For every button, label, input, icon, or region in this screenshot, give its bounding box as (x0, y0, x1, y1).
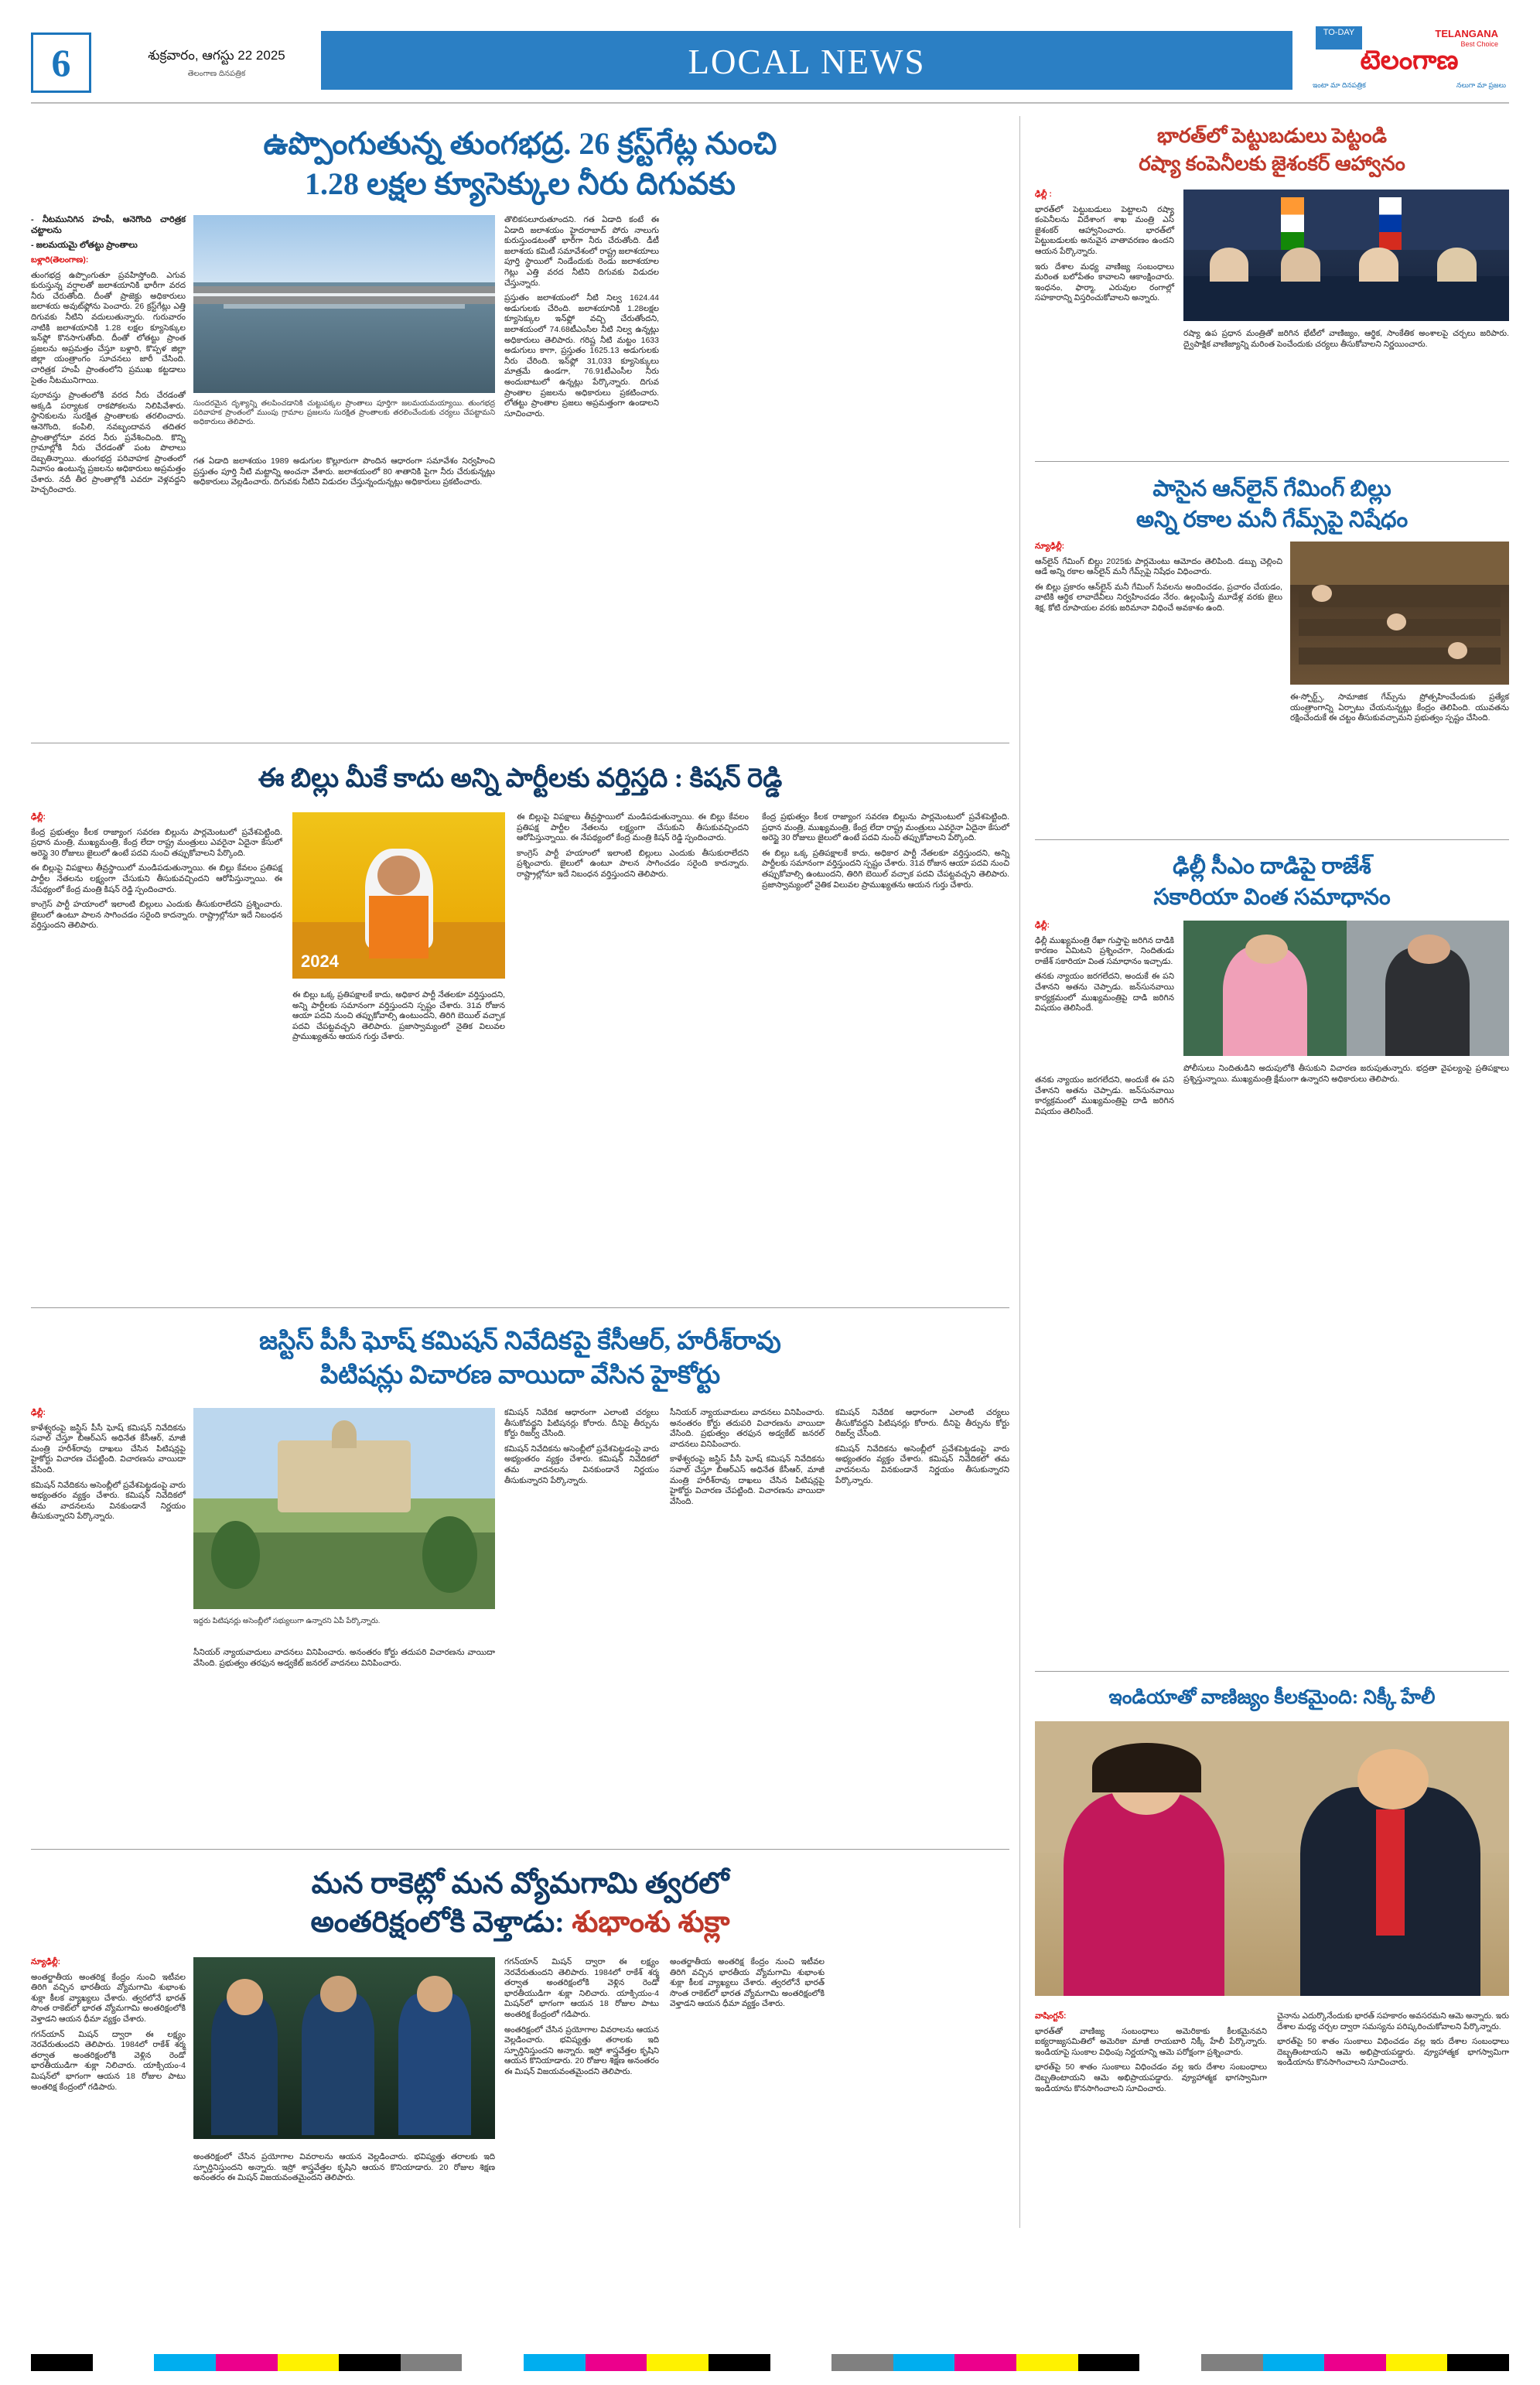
delhi-cm-photo (1183, 921, 1509, 1056)
hc-col2 (193, 1648, 495, 1673)
hc-body1b: కాళేశ్వరంపై జస్టిస్ పీసీ ఘోష్ కమిషన్ నివేదికను సవాల్ చేస్తూ బీఆర్ఎస్ అధినేత కేసీఆర్, మాజీ మంత్రి హరీశ్‌రావు దాఖలు చేసిన పిటిషన్లపై హైకోర్టు విచారణ చేపట్టింది. విచారణను వాయిదా వేసింది. (670, 1454, 825, 1506)
hc-col4 (670, 1408, 825, 1512)
delhi-cm-body1: ఢిల్లీ ముఖ్యమంత్రి రేఖా గుప్తాపై జరిగిన దాడికి కారణం ఏమిటని ప్రశ్నించగా, నిందితుడు రాజేశ్ సకారియా వింత సమాధానం ఇచ్చాడు. (1035, 935, 1174, 966)
kishan-body3: ఈ బిల్లు ఒక్క ప్రతిపక్షాలకే కాదు, అధికార పార్టీ నేతలకూ వర్తిస్తుందని, అన్ని పార్టీలకు సమానంగా వర్తిస్తుందని స్పష్టం చేశారు. 31వ రోజున ఆయా పదవి నుంచి తప్పుకోవాల్సి ఉంటుందని, తిరిగి బెయిల్ వచ్చాక పదవి చేపట్టవచ్చని తెలిపారు. ప్రజాస్వామ్యంలో నైతిక విలువల ప్రాముఖ్యతను ఆయన గుర్తు చేశారు. (292, 990, 505, 1042)
logo-tagline (1313, 81, 1506, 91)
kishan-body4b: కాంగ్రెస్ పార్టీ హయాంలో ఇలాంటి బిల్లులు ఎందుకు తీసుకురాలేదని ప్రశ్నించారు. జైలులో ఉంటూ పాలన సాగించడం సరైంది కాదన్నారు. రాష్ట్రాల్లోనూ ఇదే నిబంధన వర్తిస్తుందని తెలిపారు. (517, 848, 749, 879)
jaishankar-photo (1183, 190, 1509, 321)
jaishankar-body3: రష్యా ఉప ప్రధాన మంత్రితో జరిగిన భేటీలో వాణిజ్యం, ఆర్థిక, సాంకేతిక అంశాలపై చర్చలు జరిపారు. ద్వైపాక్షిక వాణిజ్యాన్ని మరింత పెంచేందుకు చర్యలు తీసుకోవాలని నిర్ణయించారు. (1183, 329, 1509, 349)
haley-dateline: వాషింగ్టన్: (1035, 2011, 1067, 2021)
rocket-body3b: అంతరిక్షంలో చేసిన ప్రయోగాల వివరాలను ఆయన వెల్లడించారు. భవిష్యత్తు తరాలకు ఇది స్ఫూర్తినిస్తుందని అన్నారు. ఇస్రో శాస్త్రవేత్తల కృషిని ఆయన కొనియాడారు. 20 రోజుల శిక్షణ అనంతరం ఈ మిషన్ విజయవంతమైందని తెలిపారు. (504, 2025, 659, 2076)
hc-body2c: కమిషన్ నివేదికను అసెంబ్లీలో ప్రవేశపెట్టడంపై వారు అభ్యంతరం వ్యక్తం చేశారు. కమిషన్ నివేదికలో తమ వాదనలను వినకుండానే నిర్ణయం తీసుకున్నారని పేర్కొన్నారు. (835, 1444, 1009, 1485)
rocket-dateline: న్యూఢిల్లీ: (31, 1957, 61, 1966)
rocket-col2 (193, 2152, 495, 2189)
kishan-body3b: ఈ బిల్లు ఒక్క ప్రతిపక్షాలకే కాదు, అధికార పార్టీ నేతలకూ వర్తిస్తుందని, అన్ని పార్టీలకు సమానంగా వర్తిస్తుందని స్పష్టం చేశారు. 31వ రోజున ఆయా పదవి నుంచి తప్పుకోవాల్సి ఉంటుందని, తిరిగి బెయిల్ వచ్చాక పదవి చేపట్టవచ్చని తెలిపారు. ప్రజాస్వామ్యంలో నైతిక విలువల ప్రాముఖ్యతను ఆయన గుర్తు చేశారు. (762, 848, 1009, 890)
article2-sep (31, 1307, 1009, 1308)
jaishankar-headline: భారత్‌లో పెట్టుబడులు పెట్టండి రష్యా కంపెనీలకు జైశంకర్ ఆహ్వానం (1139, 125, 1405, 175)
kishan-col3 (517, 812, 749, 885)
tungabhadra-col1 (31, 255, 186, 501)
color-registration-bar (31, 2354, 1509, 2371)
jaishankar-body1: భారత్‌లో పెట్టుబడులు పెట్టాలని రష్యా కంపెనీలను విదేశాంగ శాఖ మంత్రి ఎస్ జైశంకర్ ఆహ్వానించారు. భారత్‌లో పెట్టుబడులకు అనువైన వాతావరణం ఉందని ఆయన పేర్కొన్నారు. (1035, 204, 1174, 256)
gaming-body3: ఈ-స్పోర్ట్స్, సామాజిక గేమ్స్‌ను ప్రోత్సహించేందుకు ప్రత్యేక యంత్రాంగాన్ని ఏర్పాటు చేయనున్నట్లు కేంద్రం తెలిపింది. యువతను రక్షించేందుకే ఈ చట్టం తీసుకువచ్చామని ప్రభుత్వం స్పష్టం చేసింది. (1290, 692, 1509, 723)
hc-body4: కమిషన్ నివేదిక ఆధారంగా ఎలాంటి చర్యలు తీసుకోవద్దని పిటిషనర్లు కోరారు. దీనిపై తీర్పును కోర్టు రిజర్వ్ చేసింది. (504, 1408, 659, 1439)
jaishankar-col1 (1035, 190, 1174, 309)
gaming-dateline: న్యూఢిల్లీ: (1035, 542, 1065, 551)
tungabhadra-body1: తుంగభద్ర ఉప్పొంగుతూ ప్రవహిస్తోంది. ఎగువ కురుస్తున్న వర్షాలతో జలాశయానికి భారీగా వరద నీరు చేరుతోంది. దీంతో ప్రాజెక్టు అధికారులు జలాశయ అవుట్‌ఫ్లోను పెంచారు. 26 క్రస్ట్‌గేట్లు ఎత్తి దిగువకు నీటిని వదులుతున్నారు. గురువారం నాటికి జలాశయానికి 1.28 లక్షల క్యూసెక్కుల ఇన్‌ఫ్లో కొనసాగుతోంది. దీంతో లోతట్టు ప్రాంత ప్రజలను అప్రమత్తం చేస్తూ బళ్లారి, కొప్పళ జిల్లా జిల్లా యంత్రాంగం సూచనలు జారీ చేసింది. చారిత్రక హంపీ ప్రాంతంలోని ప్రముఖ కట్టడాలు సైతం నీటమునిగాయి. (31, 270, 186, 385)
gaming-headline: పాసైన ఆన్‌లైన్ గేమింగ్ బిల్లు అన్ని రకాల మనీ గేమ్స్‌పై నిషేధం (1135, 477, 1409, 532)
hc-col3 (504, 1408, 659, 1491)
gaming-body1: ఆన్‌లైన్ గేమింగ్ బిల్లు 2025కు పార్లమెంటు ఆమోదం తెలిపింది. డబ్బు చెల్లించి ఆడే అన్ని రకాల ఆన్‌లైన్ మనీ గేమ్స్‌పై నిషేధం విధించారు. (1035, 556, 1282, 577)
section-title: LOCAL NEWS (688, 43, 926, 81)
delhi-cm-body3: పోలీసులు నిందితుడిని అదుపులోకి తీసుకుని విచారణ జరుపుతున్నారు. భద్రతా వైఫల్యంపై ప్రతిపక్షాలు ప్రశ్నిస్తున్నాయి. ముఖ్యమంత్రి క్షేమంగా ఉన్నారని అధికారులు తెలిపారు. (1183, 1064, 1509, 1084)
hc-headline: జస్టిస్ పీసీ ఘోష్ కమిషన్ నివేదికపై కేసీఆర్, హరీశ్‌రావు పిటిషన్లు విచారణ వాయిదా వేసిన హైకోర్టు (259, 1327, 781, 1389)
gaming-col1 (1035, 542, 1282, 619)
right-sep-1 (1035, 461, 1509, 462)
rocket-col3 (504, 1957, 659, 2083)
tungabhadra-body3b: గత ఏడాది జలాశయం 1989 అడుగుల కొల్లూరుగా పొందిన ఆధారంగా సమావేశం నిర్వహించి ప్రస్తుతం పూర్తి నీటి మట్టాన్ని అంచనా వేశారు. జలాశయంలో 80 శాతానికి పైగా నీరు చేరుకున్నట్లు అధికారులు వెల్లడించారు. దిగువకు నీటిని విడుదల చేస్తున్నందున్నట్లు అధికారులు ప్రకటించారు. (193, 456, 495, 487)
tungabhadra-dateline: బళ్లారి(తెలంగాణ): (31, 255, 89, 265)
haley-headline: ఇండియాతో వాణిజ్యం కీలకమైంది: నిక్కీ హేలీ (1108, 1687, 1436, 1708)
column-divider (1019, 116, 1020, 2228)
masthead-rule (31, 102, 1509, 104)
delhi-cm-col3 (1035, 1075, 1174, 1122)
haley-col2 (1277, 2011, 1509, 2073)
rocket-body3: అంతరిక్షంలో చేసిన ప్రయోగాల వివరాలను ఆయన వెల్లడించారు. భవిష్యత్తు తరాలకు ఇది స్ఫూర్తినిస్తుందని అన్నారు. ఇస్రో శాస్త్రవేత్తల కృషిని ఆయన కొనియాడారు. 20 రోజుల శిక్షణ అనంతరం ఈ మిషన్ విజయవంతమైందని తెలిపారు. (193, 2152, 495, 2183)
rocket-body2b: గగన్‌యాన్ మిషన్ ద్వారా ఈ లక్ష్యం నెరవేరుతుందని తెలిపారు. 1984లో రాకేశ్ శర్మ తర్వాత అంతరిక్షంలోకి వెళ్లిన రెండో భారతీయుడిగా శుక్లా నిలిచారు. యాక్సియం-4 మిషన్‌లో భాగంగా ఆయన 18 రోజుల పాటు అంతరిక్ష కేంద్రంలో గడిపారు. (504, 1957, 659, 2019)
tungabhadra-headline: ఉప్పొంగుతున్న తుంగభద్ర. 26 క్రస్ట్‌గేట్ల నుంచి 1.28 లక్షల క్యూసెక్కుల నీరు దిగువకు (263, 126, 777, 201)
haley-body2b: భారత్‌పై 50 శాతం సుంకాలు విధించడం వల్ల ఇరు దేశాల సంబంధాలు దెబ్బతింటాయని ఆమె అభిప్రాయపడ్డారు. వ్యూహాత్మక భాగస్వామిగా ఇండియాను కొనసాగించాలని సూచించారు. (1277, 2037, 1509, 2068)
hc-photo-caption: ఇద్దరు పిటిషనర్లు అసెంబ్లీలో సభ్యులుగా ఉన్నారని ఏపీ పేర్కొన్నారు. (193, 1617, 381, 1625)
article3-sep (31, 1849, 1009, 1850)
rocket-col1 (31, 1957, 186, 2097)
tungabhadra-body3: తొలికసలూరుతూందని. గత ఏడాది కంటే ఈ ఏడాది జలాశయం హైదరాబాద్ పోరు నాలుగు కురుస్తుండటంతో భారీగా నీరు చేరుతోంది. డీటీ జలాశయ కమిటీ సమావేశంలో రాష్ట్ర జలాశయాలు పూర్తి స్థాయిలో నిండేందుకు రెండు జలాశయాల గెట్లు ఎత్తి వరద నీటిని దిగువకు విడుదల చేస్తున్నారు. (504, 215, 659, 288)
delhi-cm-col2 (1183, 1064, 1509, 1089)
hc-col1 (31, 1408, 186, 1527)
logo-telangana-sub: Best Choice (1460, 40, 1498, 48)
kishan-body4: కాంగ్రెస్ పార్టీ హయాంలో ఇలాంటి బిల్లులు ఎందుకు తీసుకురాలేదని ప్రశ్నించారు. జైలులో ఉంటూ పాలన సాగించడం సరైంది కాదన్నారు. రాష్ట్రాల్లోనూ ఇదే నిబంధన వర్తిస్తుందని తెలిపారు. (31, 900, 282, 931)
tungabhadra-body2: పురావస్తు ప్రాంతంలోకి వరద నీరు చేరడంతో అక్కడి పర్యాటక రాకపోకలను నిలిపివేశారు. స్థానికులను సురక్షిత ప్రాంతాలకు తరలించారు. ఆనెగొంది, కంపిలి, నవబృందావన తదితర ప్రాంతాల్లోనూ వరద నీరు ప్రవేశించింది. కొన్ని గ్రామాల్లోకి నీరు చేరడంతో పంట పొలాలు దెబ్బతిన్నాయి. తుంగభద్ర పరివాహక ప్రాంతంలో నివాసం ఉంటున్న ప్రజలను అధికారులు అప్రమత్తం చేశారు. నదీ తీర ప్రాంతాల్లోకి ఎవరూ వెళ్లవద్దని హెచ్చరించారు. (31, 391, 186, 495)
logo-top-badge: TO-DAY (1316, 26, 1362, 50)
kishan-col1 (31, 812, 282, 936)
rocket-body1b: అంతర్జాతీయ అంతరిక్ష కేంద్రం నుంచి ఇటీవల తిరిగి వచ్చిన భారతీయ వ్యోమగామి శుభాంశు శుక్లా కీలక వ్యాఖ్యలు చేశారు. త్వరలోనే భారత్ సొంత రాకెట్‌లో భారత వ్యోమగామి అంతరిక్షంలోకి వెళ్తాడని ఆయన ధీమా వ్యక్తం చేశారు. (670, 1957, 825, 2009)
gaming-body2: ఈ బిల్లు ప్రకారం ఆన్‌లైన్ మనీ గేమింగ్ సేవలను అందించడం, ప్రచారం చేయడం, వాటికి ఆర్థిక లావాదేవీలు నిర్వహించడం నేరం. ఉల్లంఘిస్తే మూడేళ్ల వరకు జైలు శిక్ష, కోటి రూపాయల వరకు జరిమానా విధించే అవకాశం ఉంది. (1035, 582, 1282, 613)
kishan-body2b: ఈ బిల్లుపై విపక్షాలు తీవ్రస్థాయిలో మండిపడుతున్నాయి. ఈ బిల్లు కేవలం ప్రతిపక్ష పార్టీల నేతలను లక్ష్యంగా చేసుకుని తీసుకువచ్చిందని ఆరోపిస్తున్నాయి. ఈ నేపథ్యంలో కేంద్ర మంత్రి కిషన్ రెడ్డి స్పందించారు. (517, 812, 749, 843)
tungabhadra-photo (193, 215, 495, 393)
gaming-photo (1290, 542, 1509, 685)
tungabhadra-photo-caption: సుందరమైన దృశ్యాన్ని తలపించడానికి చుట్టుపక్కల ప్రాంతాలు పూర్తిగా జలమయమయ్యాయి. తుంగభద్ర పరివాహక ప్రాంతంలో ముంపు గ్రామాల ప్రజలను సురక్షిత ప్రాంతాలకు తరలించేందుకు చర్యలు చేపట్టామని అధికారులు తెలిపారు. (193, 399, 495, 426)
haley-body3: చైనాను ఎదుర్కొనేందుకు భారత్ సహకారం అవసరమని ఆమె అన్నారు. ఇరు దేశాల మధ్య చర్చల ద్వారా సమస్యను పరిష్కరించుకోవాలని పేర్కొన్నారు. (1277, 2011, 1509, 2031)
jaishankar-col2 (1183, 329, 1509, 354)
kishan-col2 (292, 990, 505, 1047)
haley-body1: భారత్‌తో వాణిజ్య సంబంధాలు అమెరికాకు కీలకమైనవని ఐక్యరాజ్యసమితిలో అమెరికా మాజీ రాయబారి నిక్కీ హేలీ పేర్కొన్నారు. ఇండియాపై సుంకాల విధింపు నిర్ణయాన్ని ఆమె పరోక్షంగా ప్రశ్నించారు. (1035, 2026, 1267, 2057)
hc-body2b: కమిషన్ నివేదికను అసెంబ్లీలో ప్రవేశపెట్టడంపై వారు అభ్యంతరం వ్యక్తం చేశారు. కమిషన్ నివేదికలో తమ వాదనలను వినకుండానే నిర్ణయం తీసుకున్నారని పేర్కొన్నారు. (504, 1444, 659, 1485)
logo-telangana: TELANGANA (1435, 28, 1498, 39)
logo-tag-left: ఇంటా మా దినపత్రిక (1313, 81, 1366, 89)
gaming-col2 (1290, 692, 1509, 729)
rocket-headline-2a: అంతరిక్షంలోకి వెళ్తాడు: (310, 1906, 572, 1939)
kishan-body1: కేంద్ర ప్రభుత్వం కీలక రాజ్యాంగ సవరణ బిల్లును పార్లమెంటులో ప్రవేశపెట్టింది. ప్రధాన మంత్రి, ముఖ్యమంత్రి, కేంద్ర లేదా రాష్ట్ర మంత్రులు ఎవరైనా ఏదైనా కేసులో అరెస్టై 30 రోజులు జైలులో ఉంటే పదవి నుంచి తప్పుకోవాలని పేర్కొంది. (31, 827, 282, 858)
logo-name: టెలంగాణ (1360, 46, 1459, 75)
rocket-photo (193, 1957, 495, 2139)
tungabhadra-col3 (504, 215, 659, 424)
hc-body3b: సీనియర్ న్యాయవాదులు వాదనలు వినిపించారు. అనంతరం కోర్టు తదుపరి విచారణను వాయిదా వేసింది. ప్రభుత్వం తరఫున అడ్వకేట్ జనరల్ వాదనలు వినిపించారు. (670, 1408, 825, 1449)
rocket-headline-2b: శుభాంశు శుక్లా (572, 1906, 730, 1939)
tungabhadra-kickers: - నీటమునిగిన హంపీ, ఆనెగొంది చారిత్రక చట్టాలను - జలమయమై లోతట్టు ప్రాంతాలు (31, 215, 186, 251)
kishan-body2: ఈ బిల్లుపై విపక్షాలు తీవ్రస్థాయిలో మండిపడుతున్నాయి. ఈ బిల్లు కేవలం ప్రతిపక్ష పార్టీల నేతలను లక్ష్యంగా చేసుకుని తీసుకువచ్చిందని ఆరోపిస్తున్నాయి. ఈ నేపథ్యంలో కేంద్ర మంత్రి కిషన్ రెడ్డి స్పందించారు. (31, 863, 282, 894)
tungabhadra-col2 (193, 456, 495, 493)
dateline-date: శుక్రవారం, ఆగస్టు 22 2025 (148, 48, 285, 63)
rocket-body2: గగన్‌యాన్ మిషన్ ద్వారా ఈ లక్ష్యం నెరవేరుతుందని తెలిపారు. 1984లో రాకేశ్ శర్మ తర్వాత అంతరిక్షంలోకి వెళ్లిన రెండో భారతీయుడిగా శుక్లా నిలిచారు. యాక్సియం-4 మిషన్‌లో భాగంగా ఆయన 18 రోజుల పాటు అంతరిక్ష కేంద్రంలో గడిపారు. (31, 2029, 186, 2092)
kishan-photo: 2024 (292, 812, 505, 979)
logo-tag-right: నలుగా మా ప్రజలు (1456, 81, 1506, 89)
hc-photo (193, 1408, 495, 1609)
jaishankar-dateline: ఢిల్లీ : (1035, 190, 1052, 199)
section-banner (321, 31, 1292, 90)
delhi-cm-col1 (1035, 921, 1174, 1019)
kishan-headline: ఈ బిల్లు మీకే కాదు అన్ని పార్టీలకు వర్తిస్తది : కిషన్ రెడ్డి (258, 764, 783, 793)
delhi-cm-dateline: ఢిల్లీ: (1035, 921, 1050, 930)
page-number: 6 (31, 32, 91, 93)
haley-col1 (1035, 2011, 1267, 2099)
haley-body2: భారత్‌పై 50 శాతం సుంకాలు విధించడం వల్ల ఇరు దేశాల సంబంధాలు దెబ్బతింటాయని ఆమె అభిప్రాయపడ్డారు. వ్యూహాత్మక భాగస్వామిగా ఇండియాను కొనసాగించాలని సూచించారు. (1035, 2062, 1267, 2093)
masthead (31, 28, 1509, 93)
hc-body1: కాళేశ్వరంపై జస్టిస్ పీసీ ఘోష్ కమిషన్ నివేదికను సవాల్ చేస్తూ బీఆర్ఎస్ అధినేత కేసీఆర్, మాజీ మంత్రి హరీశ్‌రావు దాఖలు చేసిన పిటిషన్లపై హైకోర్టు విచారణ చేపట్టింది. విచారణను వాయిదా వేసింది. (31, 1423, 186, 1474)
dateline-sub: తెలంగాణ దినపత్రిక (187, 70, 246, 78)
hc-body3: సీనియర్ న్యాయవాదులు వాదనలు వినిపించారు. అనంతరం కోర్టు తదుపరి విచారణను వాయిదా వేసింది. ప్రభుత్వం తరఫున అడ్వకేట్ జనరల్ వాదనలు వినిపించారు. (193, 1648, 495, 1668)
kishan-dateline: ఢిల్లీ: (31, 812, 46, 822)
hc-dateline: ఢిల్లీ: (31, 1408, 46, 1417)
rocket-body1: అంతర్జాతీయ అంతరిక్ష కేంద్రం నుంచి ఇటీవల తిరిగి వచ్చిన భారతీయ వ్యోమగామి శుభాంశు శుక్లా కీలక వ్యాఖ్యలు చేశారు. త్వరలోనే భారత్ సొంత రాకెట్‌లో భారత వ్యోమగామి అంతరిక్షంలోకి వెళ్తాడని ఆయన ధీమా వ్యక్తం చేశారు. (31, 1972, 186, 2024)
delhi-cm-body2b: తనకు న్యాయం జరగలేదని, అందుకే ఈ పని చేశానని అతను చెప్పాడు. జన్‌సునవాయి కార్యక్రమంలో ముఖ్యమంత్రిపై దాడి జరిగిన విషయం తెలిసిందే. (1035, 1075, 1174, 1116)
hc-body4b: కమిషన్ నివేదిక ఆధారంగా ఎలాంటి చర్యలు తీసుకోవద్దని పిటిషనర్లు కోరారు. దీనిపై తీర్పును కోర్టు రిజర్వ్ చేసింది. (835, 1408, 1009, 1439)
hc-body2: కమిషన్ నివేదికను అసెంబ్లీలో ప్రవేశపెట్టడంపై వారు అభ్యంతరం వ్యక్తం చేశారు. కమిషన్ నివేదికలో తమ వాదనలను వినకుండానే నిర్ణయం తీసుకున్నారని పేర్కొన్నారు. (31, 1480, 186, 1522)
delhi-cm-body2: తనకు న్యాయం జరగలేదని, అందుకే ఈ పని చేశానని అతను చెప్పాడు. జన్‌సునవాయి కార్యక్రమంలో ముఖ్యమంత్రిపై దాడి జరిగిన విషయం తెలిసిందే. (1035, 972, 1174, 1013)
kishan-col4 (762, 812, 1009, 895)
right-sep-3 (1035, 1671, 1509, 1672)
jaishankar-body2: ఇరు దేశాల మధ్య వాణిజ్య సంబంధాలు మరింత బలోపేతం కావాలని ఆకాంక్షించారు. ఇంధనం, ఫార్మా, ఎరువుల రంగాల్లో సహకారాన్ని విస్తరించుకోవాలని అన్నారు. (1035, 261, 1174, 303)
rocket-col4 (670, 1957, 825, 2014)
haley-photo (1035, 1721, 1509, 1996)
hc-col5 (835, 1408, 1009, 1491)
delhi-cm-headline: ఢిల్లీ సీఎం దాడిపై రాజేశ్ సకారియా వింత సమాధానం (1153, 854, 1391, 910)
right-sep-2 (1035, 839, 1509, 840)
rocket-headline: మన రాకెట్లో మన వ్యోమగామి త్వరలో అంతరిక్షంలోకి వెళ్తాడు: శుభాంశు శుక్లా (310, 1867, 730, 1939)
publication-logo (1308, 26, 1509, 93)
dateline (101, 48, 333, 80)
tungabhadra-body5: ప్రస్తుతం జలాశయంలో నీటి నిల్వ 1624.44 అడుగులకు చేరింది. జలాశయానికి 1.28లక్షల క్యూసెక్కుల ఇన్‌ఫ్లో వచ్చి చేరుతోందని, జలాశయంలో 74.68టీఎంసీల నీటి నిల్వ ఉన్నట్లు అధికారులు తెలిపారు. గరిష్ట నీటి మట్టం 1633 అడుగులు కాగా, ప్రస్తుతం 1625.13 అడుగులకు నీరు చేరింది. ఇన్‌ఫ్లో 31,033 క్యూసెక్కులు మాత్రమే ఉండగా, 76.91టీఎంసీల నీరు అందుబాటులో ఉన్నట్లు పేర్కొన్నారు. దిగువ ప్రాంతాల ప్రజలను అధికారులు ప్రకటించారు. లోతట్టు ప్రాంతాల ప్రజలు అప్రమత్తంగా ఉండాలని సూచించారు. (504, 293, 659, 419)
kishan-body1b: కేంద్ర ప్రభుత్వం కీలక రాజ్యాంగ సవరణ బిల్లును పార్లమెంటులో ప్రవేశపెట్టింది. ప్రధాన మంత్రి, ముఖ్యమంత్రి, కేంద్ర లేదా రాష్ట్ర మంత్రులు ఎవరైనా ఏదైనా కేసులో అరెస్టై 30 రోజులు జైలులో ఉంటే పదవి నుంచి తప్పుకోవాలని పేర్కొంది. (762, 812, 1009, 843)
